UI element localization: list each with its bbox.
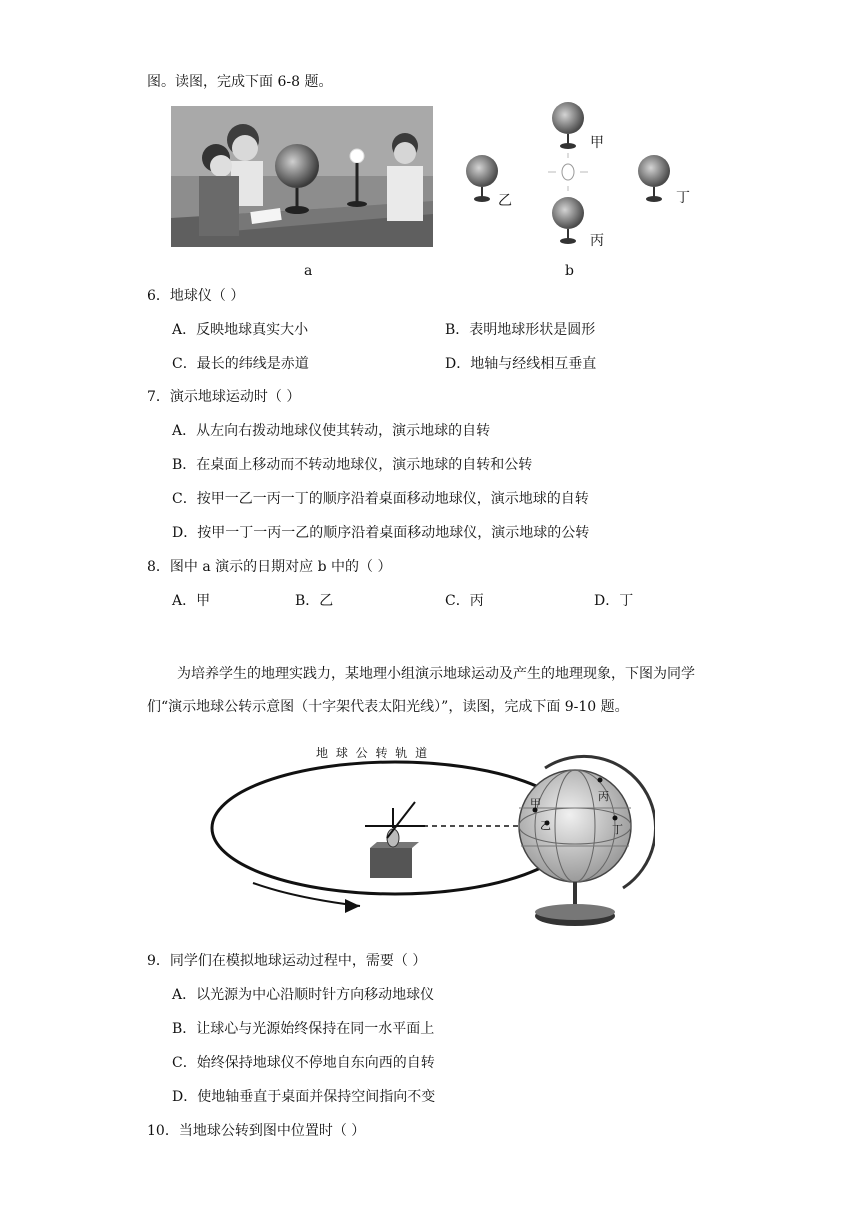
figure-b-diagram (456, 98, 716, 258)
q9-option-b: B．让球心与光源始终保持在同一水平面上 (172, 1021, 435, 1037)
question-7-stem: 7．演示地球运动时（ ） (147, 389, 301, 405)
lamp-icon (548, 153, 588, 191)
figure-b-caption: b (565, 263, 574, 279)
q8-option-a: A．甲 (172, 593, 211, 609)
label-jia: 甲 (590, 135, 604, 151)
globe-ding (638, 155, 670, 202)
q7-option-a: A．从左向右拨动地球仪使其转动，演示地球的自转 (172, 423, 491, 439)
orbit-point-bing: 丙 (598, 790, 609, 803)
globe-yi (466, 155, 498, 202)
globe-bing (552, 197, 584, 244)
question-6-stem: 6．地球仪（ ） (147, 288, 245, 304)
orbit-point-ding: 丁 (612, 823, 623, 836)
orbit-diagram (205, 738, 655, 934)
figure-a-caption: a (304, 263, 313, 279)
label-bing: 丙 (590, 233, 604, 249)
q6-option-c: C．最长的纬线是赤道 (172, 356, 309, 372)
orbit-point-yi: 乙 (540, 819, 551, 832)
globe-on-stand (519, 756, 655, 926)
q7-option-b: B．在桌面上移动而不转动地球仪，演示地球的自转和公转 (172, 457, 533, 473)
figure-a-photo (171, 106, 433, 247)
q6-option-b: B．表明地球形状是圆形 (445, 322, 596, 338)
q7-option-c: C．按甲一乙一丙一丁的顺序沿着桌面移动地球仪，演示地球的自转 (172, 491, 589, 507)
intro-text: 图。读图，完成下面 6-8 题。 (147, 74, 333, 90)
orbit-point-jia: 甲 (530, 797, 541, 810)
q8-option-b: B．乙 (295, 593, 334, 609)
q9-option-c: C．始终保持地球仪不停地自东向西的自转 (172, 1055, 435, 1071)
passage-9-10: 为培养学生的地理实践力，某地理小组演示地球运动及产生的地理现象，下图为同学们“演示地球公转示意图（十字架代表太阳光线）”，读图，完成下面 9-10 题。 (147, 666, 695, 715)
globe-jia (552, 102, 584, 149)
q8-option-c: C．丙 (445, 593, 484, 609)
question-8-stem: 8．图中 a 演示的日期对应 b 中的（ ） (147, 559, 392, 575)
label-ding: 丁 (676, 190, 690, 206)
question-10-stem: 10．当地球公转到图中位置时（ ） (147, 1123, 366, 1139)
q7-option-d: D．按甲一丁一丙一乙的顺序沿着桌面移动地球仪，演示地球的公转 (172, 525, 590, 541)
q9-option-d: D．使地轴垂直于桌面并保持空间指向不变 (172, 1089, 436, 1105)
question-9-stem: 9．同学们在模拟地球运动过程中，需要（ ） (147, 953, 427, 969)
q6-option-d: D．地轴与经线相互垂直 (445, 356, 597, 372)
lamp-stand (365, 802, 425, 878)
q8-option-d: D．丁 (594, 593, 634, 609)
q9-option-a: A．以光源为中心沿顺时针方向移动地球仪 (172, 987, 435, 1003)
orbit-label: 地 球 公 转 轨 道 (316, 746, 430, 760)
label-yi: 乙 (498, 193, 512, 209)
q6-option-a: A．反映地球真实大小 (172, 322, 309, 338)
